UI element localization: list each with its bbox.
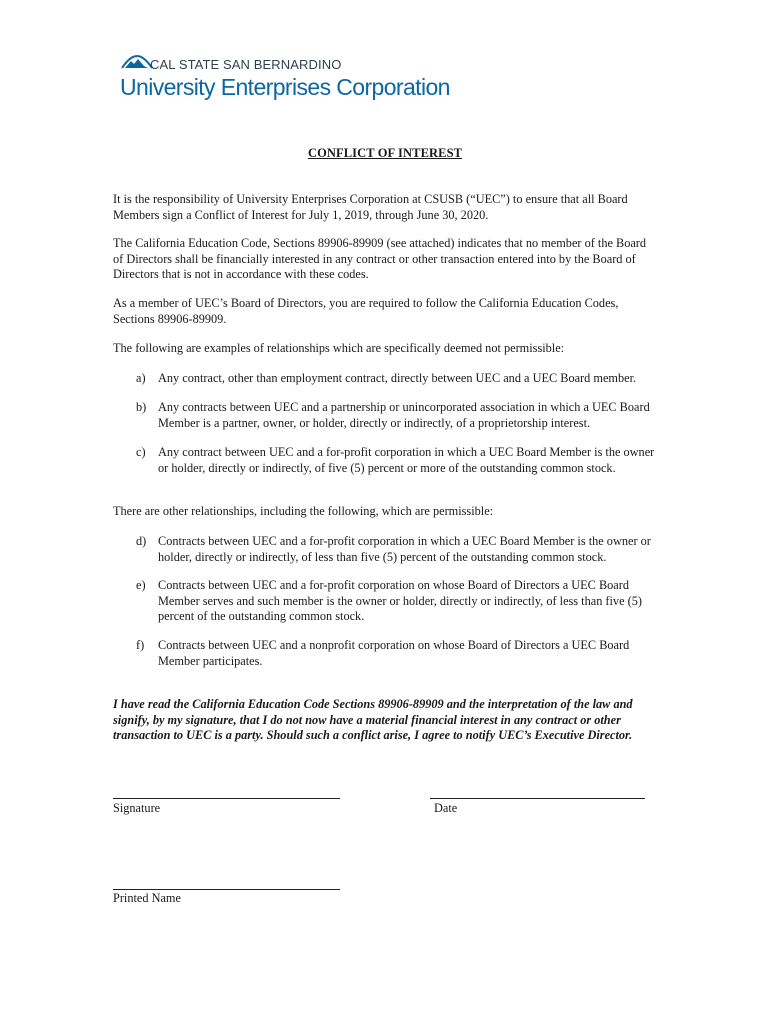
intro-paragraph: It is the responsibility of University Enterprises Corporation at CSUSB (“UEC”) to ensure that all Board Members sign a Conflict of Interest for July 1, 2019, through June 30, 2020.: [113, 192, 628, 222]
list-item-text: Any contracts between UEC and a partnership or unincorporated association in which a UEC Board Member is a partner, owner, or holder, directly or indirectly, of a proprietorship interest.: [158, 400, 650, 430]
requirement-paragraph: As a member of UEC’s Board of Directors, you are required to follow the California Education Codes, Sections 89906-89909.: [113, 296, 619, 326]
date-label: Date: [434, 801, 458, 815]
list-item-letter: a): [136, 371, 146, 385]
signature-line[interactable]: [113, 798, 340, 799]
mountain-arc-icon: [120, 54, 154, 70]
list-item-text: Contracts between UEC and a for-profit corporation on whose Board of Directors a UEC Board Member serves and such member is the owner or holder, directly or indirectly, of less than five (5) percent of the outstanding common stock.: [158, 578, 642, 623]
signature-label: Signature: [113, 801, 161, 815]
education-code-paragraph: The California Education Code, Sections 89906-89909 (see attached) indicates that no member of the Board of Directors shall be financially interested in any contract or other transaction entered into by the Board of Directors that is not in accordance with these codes.: [113, 236, 647, 281]
organization-logo: [120, 52, 450, 106]
permissible-intro: There are other relationships, including the following, which are permissible:: [113, 504, 494, 518]
list-item-text: Contracts between UEC and a for-profit corporation in which a UEC Board Member is the owner or holder, directly or indirectly, of less than five (5) percent of the outstanding common stock.: [158, 534, 651, 564]
list-item-text: Any contract between UEC and a for-profit corporation in which a UEC Board Member is the owner or holder, directly or indirectly, of five (5) percent or more of the outstanding common stock.: [158, 445, 655, 475]
document-title: CONFLICT OF INTEREST: [307, 146, 463, 160]
attestation-statement: I have read the California Education Code Sections 89906-89909 and the interpretation of the law and signify, by my signature, that I do not now have a material financial interest in any contract or other transaction to UEC is a party. Should such a conflict arise, I agree to notify UEC’s Executive Director.: [113, 697, 633, 742]
list-item-letter: d): [136, 534, 147, 548]
printed-name-line[interactable]: [113, 889, 340, 890]
list-item-letter: f): [136, 638, 145, 652]
campus-name: CAL STATE SAN BERNARDINO: [150, 57, 342, 72]
date-line[interactable]: [430, 798, 645, 799]
list-item-letter: c): [136, 445, 146, 459]
list-item-text: Contracts between UEC and a nonprofit corporation on whose Board of Directors a UEC Board Member participates.: [158, 638, 630, 668]
printed-name-label: Printed Name: [113, 891, 181, 905]
list-item-letter: b): [136, 400, 147, 414]
list-item-letter: e): [136, 578, 146, 592]
list-item-text: Any contract, other than employment contract, directly between UEC and a UEC Board member.: [158, 371, 637, 385]
organization-name: University Enterprises Corporation: [120, 74, 450, 100]
not-permissible-intro: The following are examples of relationships which are specifically deemed not permissible:: [113, 341, 565, 355]
